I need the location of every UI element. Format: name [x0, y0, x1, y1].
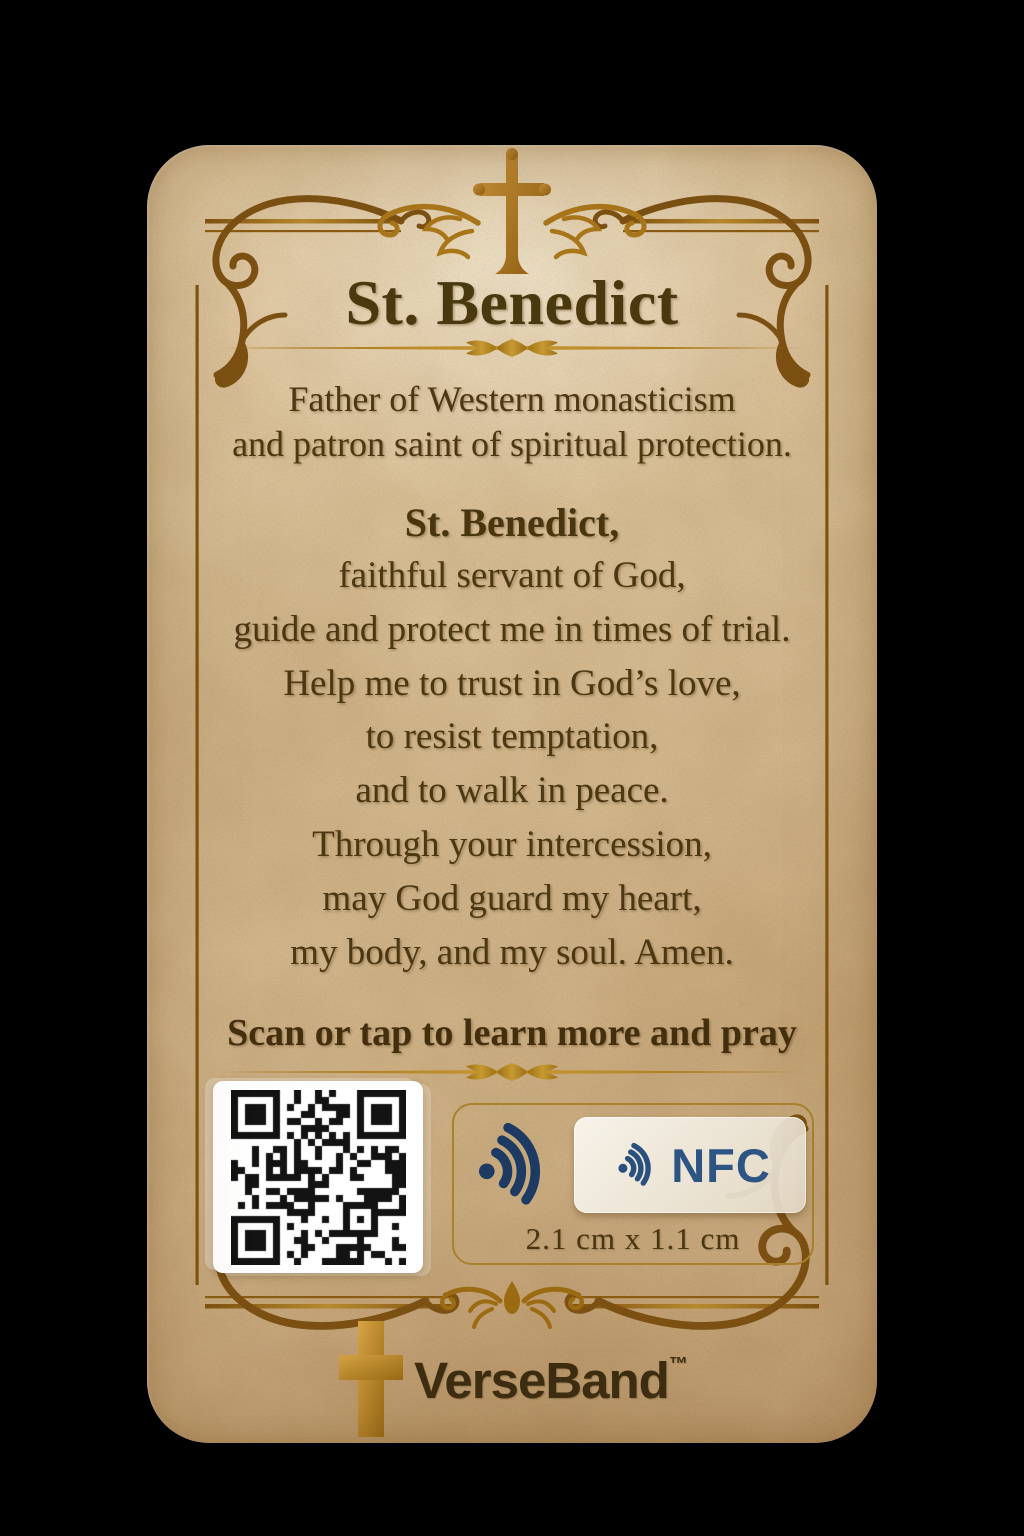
- scan-prompt: Scan or tap to learn more and pray: [227, 1012, 797, 1054]
- logo-wordmark: [414, 1351, 688, 1410]
- nfc-sticker: [574, 1117, 806, 1213]
- contactless-waves-icon: [460, 1113, 564, 1217]
- trademark-symbol: ™: [668, 1353, 688, 1375]
- fleuron-divider-icon: [212, 330, 812, 366]
- prayer-text: [147, 549, 877, 979]
- subtitle-line-2: and patron saint of spiritual protection.: [232, 424, 792, 464]
- nfc-row: [460, 1111, 806, 1219]
- prayer-line: faithful servant of God,: [338, 555, 686, 596]
- prayer-line: Through your intercession,: [312, 823, 712, 865]
- prayer-card: [147, 145, 877, 1443]
- logo-name: VerseBand: [414, 1351, 669, 1409]
- nfc-section: [452, 1103, 814, 1265]
- prayer-line: may God guard my heart,: [322, 877, 702, 919]
- page-title: St. Benedict: [345, 267, 679, 338]
- nfc-label: NFC: [671, 1138, 771, 1192]
- prayer-line: Help me to trust in God’s love,: [283, 662, 741, 704]
- subtitle-line-1: Father of Western monasticism: [288, 379, 736, 419]
- qr-code: [213, 1081, 423, 1273]
- prayer-opening: St. Benedict,: [404, 500, 620, 545]
- nfc-dimensions: 2.1 cm x 1.1 cm: [525, 1221, 741, 1256]
- brand-logo: [147, 1317, 877, 1443]
- nfc-contactless-icon: [609, 1138, 663, 1192]
- logo-cross-icon: [336, 1321, 406, 1439]
- prayer-line: guide and protect me in times of trial.: [233, 608, 791, 650]
- qr-canvas: [231, 1090, 406, 1265]
- prayer-line: my body, and my soul. Amen.: [290, 931, 734, 973]
- prayer-line: to resist temptation,: [365, 716, 659, 758]
- subtitle: [147, 377, 877, 467]
- prayer-line: and to walk in peace.: [355, 770, 669, 812]
